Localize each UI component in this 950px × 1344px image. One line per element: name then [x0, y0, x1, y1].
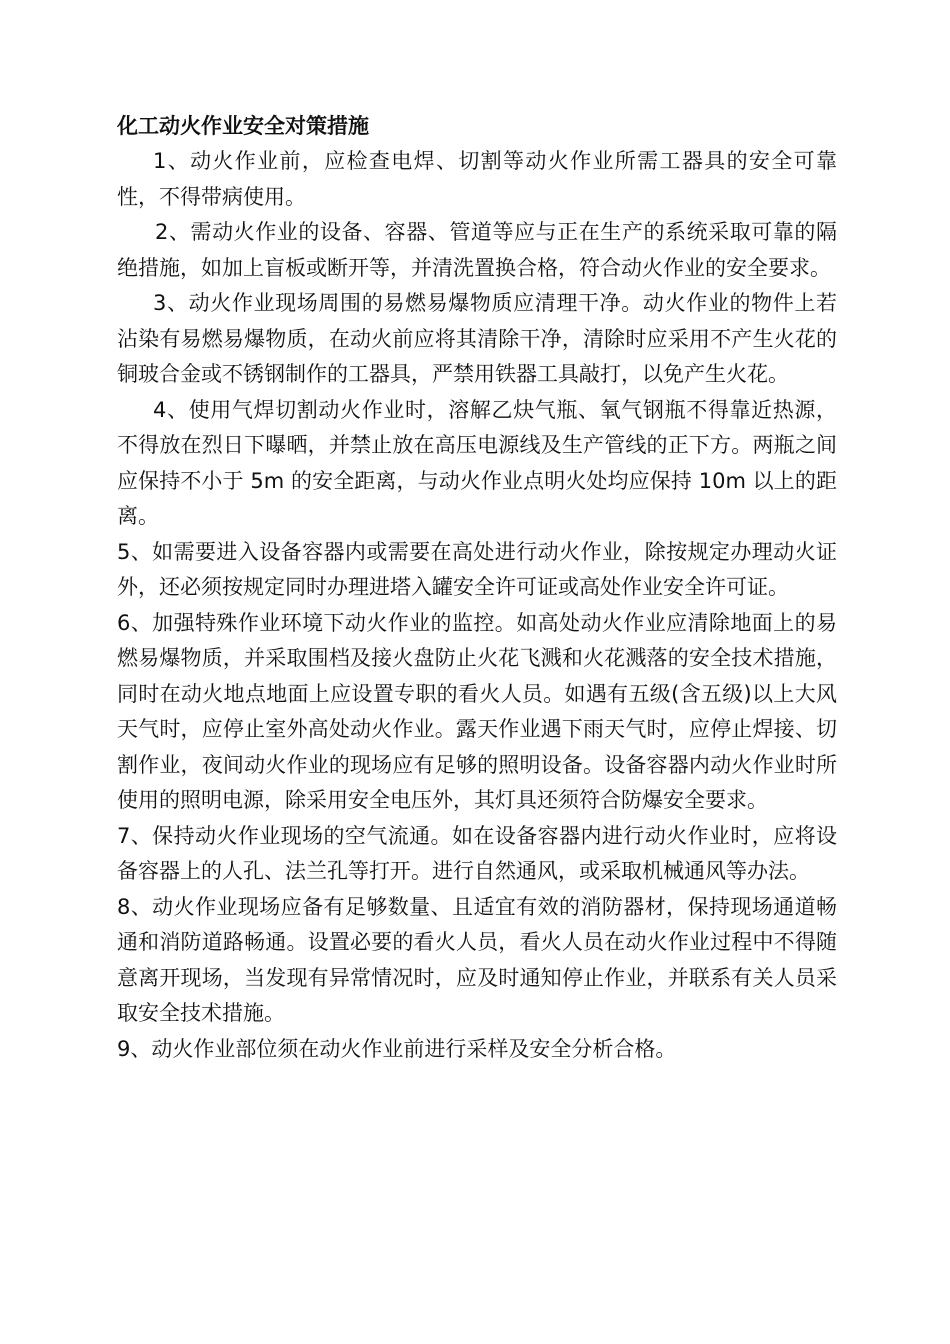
paragraph-9: 9、动火作业部位须在动火作业前进行采样及安全分析合格。 — [117, 1036, 677, 1061]
paragraph-3: 3、动火作业现场周围的易燃易爆物质应清理干净。动火作业的物件上若沾染有易燃易爆物质，在动火前应将其清除干净，清除时应采用不产生火花的铜玻合金或不锈钢制作的工器具，严禁用铁器工具敲打，以免产生火花。 — [117, 291, 837, 386]
paragraph-2: 2、需动火作业的设备、容器、管道等应与正在生产的系统采取可靠的隔绝措施，如加上盲板或断开等，并清洗置换合格，符合动火作业的安全要求。 — [117, 220, 837, 280]
paragraph-8: 8、动火作业现场应备有足够数量、且适宜有效的消防器材，保持现场通道畅通和消防道路畅通。设置必要的看火人员，看火人员在动火作业过程中不得随意离开现场，当发现有异常情况时，应及时通知停止作业，并联系有关人员采取安全技术措施。 — [117, 894, 837, 1025]
paragraph-1: 1、动火作业前，应检查电焊、切割等动火作业所需工器具的安全可靠性，不得带病使用。 — [117, 149, 837, 209]
document-title: 化工动火作业安全对策措施 — [117, 114, 369, 138]
paragraph-6: 6、加强特殊作业环境下动火作业的监控。如高处动火作业应清除地面上的易燃易爆物质，并采取围档及接火盘防止火花飞溅和火花溅落的安全技术措施，同时在动火地点地面上应设置专职的看火人员。如遇有五级(含五级)以上大风天气时，应停止室外高处动火作业。露天作业遇下雨天气时，应停止焊接、切割作业，夜间动火作业的现场应有足够的照明设备。设备容器内动火作业时所使用的照明电源，除采用安全电压外，其灯具还须符合防爆安全要求。 — [117, 610, 837, 812]
paragraph-7: 7、保持动火作业现场的空气流通。如在设备容器内进行动火作业时，应将设备容器上的人孔、法兰孔等打开。进行自然通风，或采取机械通风等办法。 — [117, 823, 837, 883]
document-body — [117, 108, 837, 1067]
paragraph-5: 5、如需要进入设备容器内或需要在高处进行动火作业，除按规定办理动火证外，还必须按规定同时办理进塔入罐安全许可证或高处作业安全许可证。 — [117, 539, 837, 599]
paragraph-4: 4、使用气焊切割动火作业时，溶解乙炔气瓶、氧气钢瓶不得靠近热源，不得放在烈日下曝晒，并禁止放在高压电源线及生产管线的正下方。两瓶之间应保持不小于 5m 的安全距离，与动火作业点明火处均应保持 10m 以上的距离。 — [117, 397, 837, 528]
